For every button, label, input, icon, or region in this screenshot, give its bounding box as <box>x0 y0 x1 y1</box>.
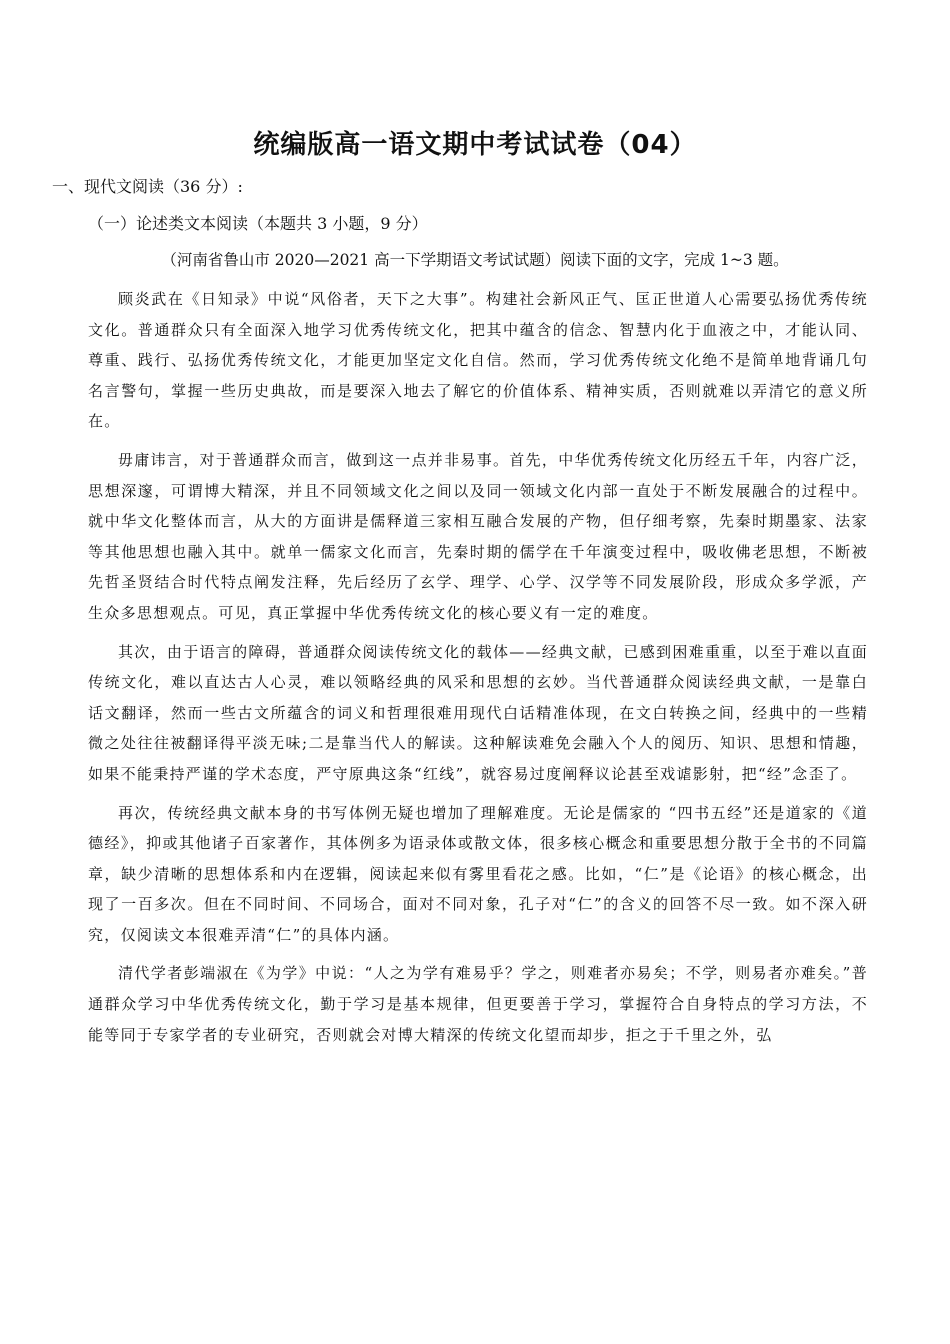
section-heading: 一、现代文阅读（36 分）: <box>52 177 243 196</box>
paragraph: 其次，由于语言的障碍，普通群众阅读传统文化的载体——经典文献，已感到困难重重，以至于难以直面传统文化，难以直达古人心灵，难以领略经典的风采和思想的玄妙。当代普通群众阅读经典文献，一是靠白话文翻译，然而一些古文所蕴含的词义和哲理很难用现代白话精准体现，在文白转换之间，经典中的一些精微之处往往被翻译得平淡无味;二是靠当代人的解读。这种解读难免会融入个人的阅历、知识、思想和情趣，如果不能秉持严谨的学术态度，严守原典这条“红线”，就容易过度阐释议论甚至戏谑影射，把“经”念歪了。 <box>88 642 868 783</box>
sub-section-heading: （一）论述类文本阅读（本题共 3 小题，9 分） <box>88 214 428 233</box>
exam-title: 统编版高一语文期中考试试卷（04） <box>253 130 697 160</box>
paragraph: 再次，传统经典文献本身的书写体例无疑也增加了理解难度。无论是儒家的 “四书五经”还是道家的《道德经》，抑或其他诸子百家著作，其体例多为语录体或散文体，很多核心概念和重要思想分散于全书的不同篇章，缺少清晰的思想体系和内在逻辑，阅读起来似有雾里看花之感。比如，“仁”是《论语》的核心概念，出现了一百多次。但在不同时间、不同场合，面对不同对象，孔子对“仁”的含义的回答不尽一致。如不深入研究，仅阅读文本很难弄清“仁”的具体内涵。 <box>88 803 868 944</box>
paragraph: 毋庸讳言，对于普通群众而言，做到这一点并非易事。首先，中华优秀传统文化历经五千年，内容广泛，思想深邃，可谓博大精深，并且不同领域文化之间以及同一领域文化内部一直处于不断发展融合的过程中。就中华文化整体而言，从大的方面讲是儒释道三家相互融合发展的产物，但仔细考察，先秦时期墨家、法家等其他思想也融入其中。就单一儒家文化而言，先秦时期的儒学在千年演变过程中，吸收佛老思想，不断被先哲圣贤结合时代特点阐发注释，先后经历了玄学、理学、心学、汉学等不同发展阶段，形成众多学派，产生众多思想观点。可见，真正掌握中华优秀传统文化的核心要义有一定的难度。 <box>88 450 868 622</box>
paragraph: 清代学者彭端淑在《为学》中说：“人之为学有难易乎？学之，则难者亦易矣；不学，则易者亦难矣。”普通群众学习中华优秀传统文化，勤于学习是基本规律，但更要善于学习，掌握符合自身特点的学习方法，不能等同于专家学者的专业研究，否则就会对博大精深的传统文化望而却步，拒之于千里之外，弘 <box>88 964 868 1044</box>
reading-passage <box>88 284 868 1058</box>
paragraph: 顾炎武在《日知录》中说“风俗者，天下之大事”。构建社会新风正气、匡正世道人心需要弘扬优秀传统文化。普通群众只有全面深入地学习优秀传统文化，把其中蕴含的信念、智慧内化于血液之中，才能认同、尊重、践行、弘扬优秀传统文化，才能更加坚定文化自信。然而，学习优秀传统文化绝不是简单地背诵几句名言警句，掌握一些历史典故，而是要深入地去了解它的价值体系、精神实质，否则就难以弄清它的意义所在。 <box>88 290 868 431</box>
reading-instruction: （河南省鲁山市 2020—2021 高一下学期语文考试试题）阅读下面的文字，完成 1~3 题。 <box>161 251 789 269</box>
